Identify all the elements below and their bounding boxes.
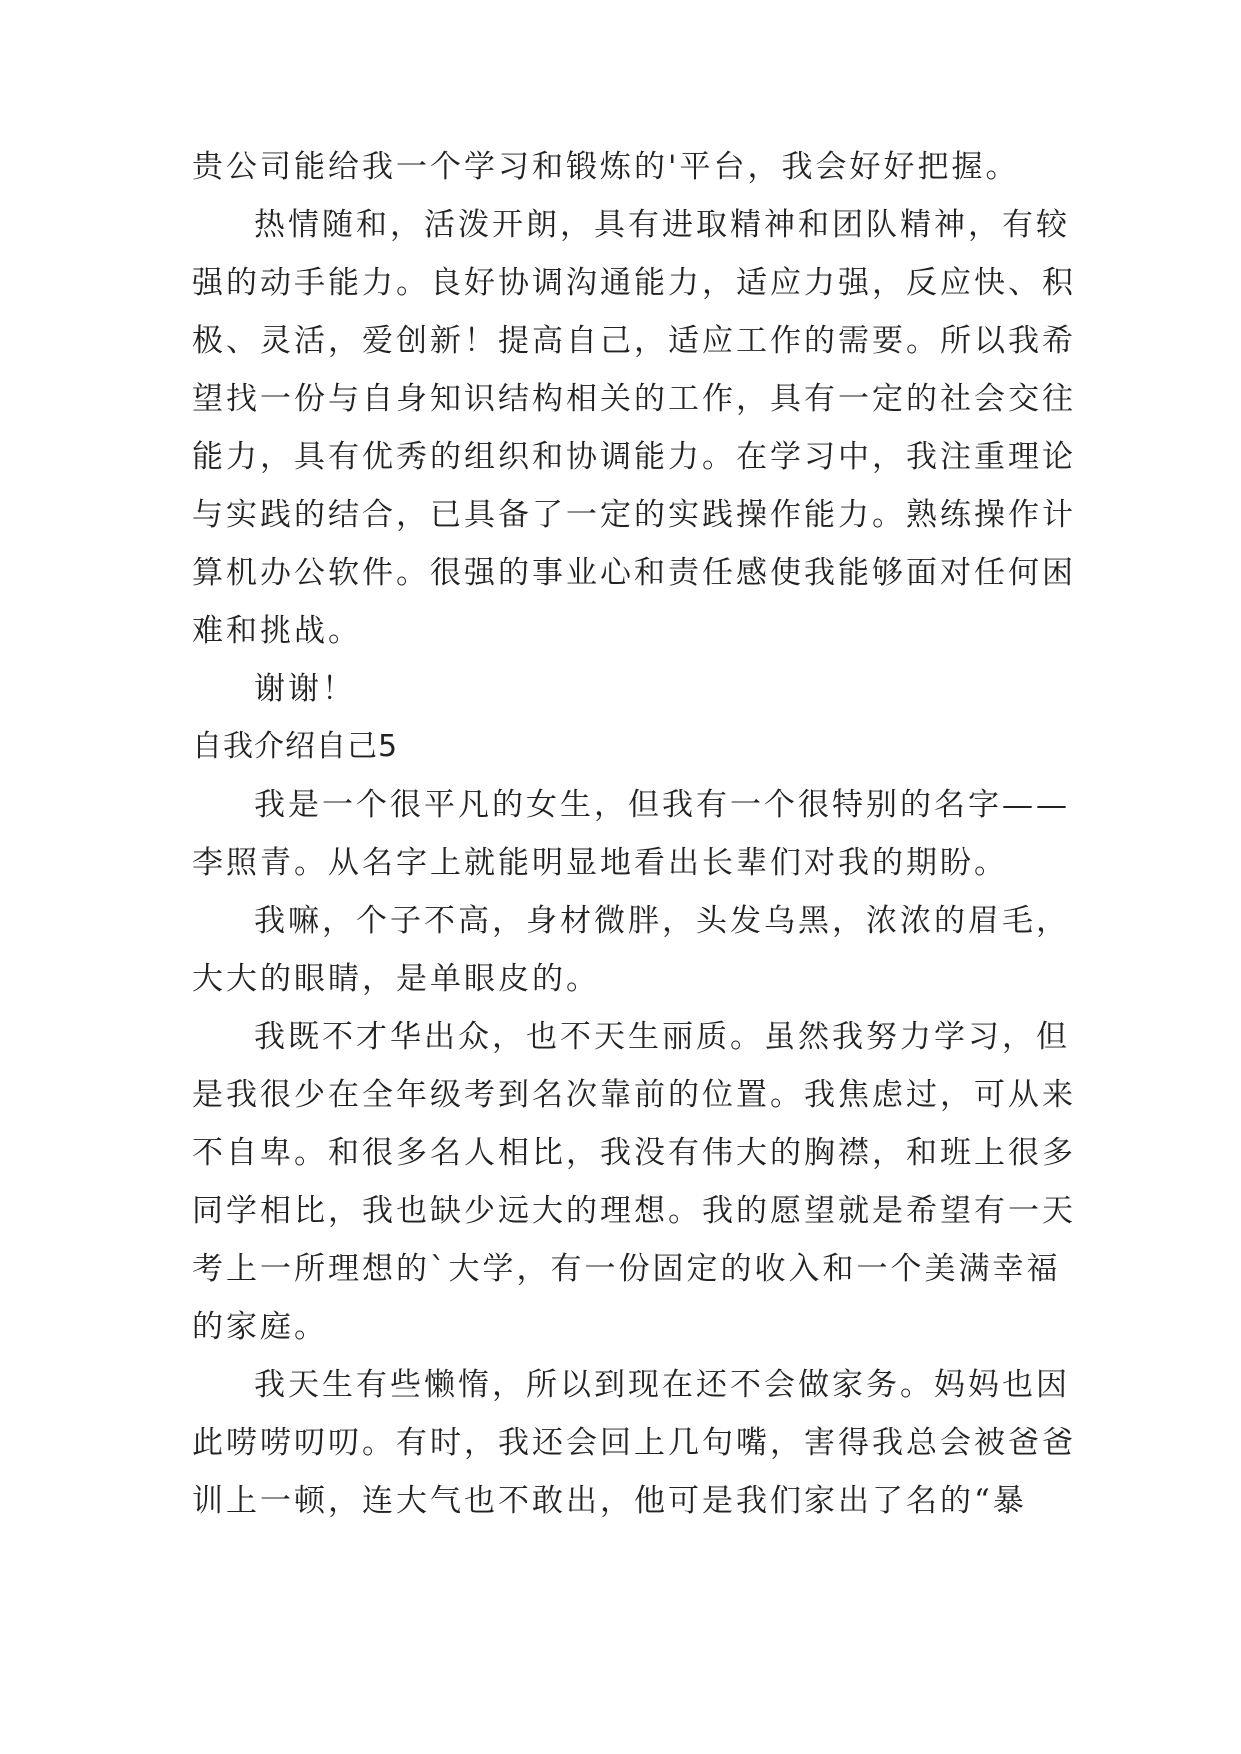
text-line: 我天生有些懒惰，所以到现在还不会做家务。妈妈也因 [254, 1367, 1070, 1403]
section-heading: 自我介绍自己5 [192, 729, 399, 764]
text-line: 强的动手能力。良好协调沟通能力，适应力强，反应快、积 [192, 265, 1076, 301]
text-line: 热情随和，活泼开朗，具有进取精神和团队精神，有较 [254, 207, 1070, 243]
text-line: 与实践的结合，已具备了一定的实践操作能力。熟练操作计 [192, 497, 1076, 533]
text-line: 大大的眼睛，是单眼皮的。 [192, 961, 600, 997]
text-line: 我既不才华出众，也不天生丽质。虽然我努力学习，但 [254, 1019, 1070, 1055]
text-line: 的家庭。 [192, 1309, 328, 1345]
text-line: 不自卑。和很多名人相比，我没有伟大的胸襟，和班上很多 [192, 1135, 1076, 1171]
text-line: 算机办公软件。很强的事业心和责任感使我能够面对任何困 [192, 555, 1076, 591]
text-line: 我是一个很平凡的女生，但我有一个很特别的名字—— [254, 787, 1070, 823]
thanks-line: 谢谢！ [254, 671, 356, 707]
text-line: 李照青。从名字上就能明显地看出长辈们对我的期盼。 [192, 845, 1008, 881]
document-body [192, 138, 1076, 1530]
text-line: 望找一份与自身知识结构相关的工作，具有一定的社会交往 [192, 381, 1076, 417]
text-line: 是我很少在全年级考到名次靠前的位置。我焦虑过，可从来 [192, 1077, 1076, 1113]
text-line: 难和挑战。 [192, 613, 362, 649]
text-line: 贵公司能给我一个学习和锻炼的'平台，我会好好把握。 [192, 149, 1020, 185]
text-line: 训上一顿，连大气也不敢出，他可是我们家出了名的“暴 [192, 1483, 1027, 1519]
text-line: 考上一所理想的`大学，有一份固定的收入和一个美满幸福 [192, 1251, 1061, 1287]
text-line: 我嘛，个子不高，身材微胖，头发乌黑，浓浓的眉毛， [254, 903, 1070, 939]
text-line: 此唠唠叨叨。有时，我还会回上几句嘴，害得我总会被爸爸 [192, 1425, 1076, 1461]
text-line: 极、灵活，爱创新！提高自己，适应工作的需要。所以我希 [192, 323, 1076, 359]
text-line: 同学相比，我也缺少远大的理想。我的愿望就是希望有一天 [192, 1193, 1076, 1229]
text-line: 能力，具有优秀的组织和协调能力。在学习中，我注重理论 [192, 439, 1076, 475]
